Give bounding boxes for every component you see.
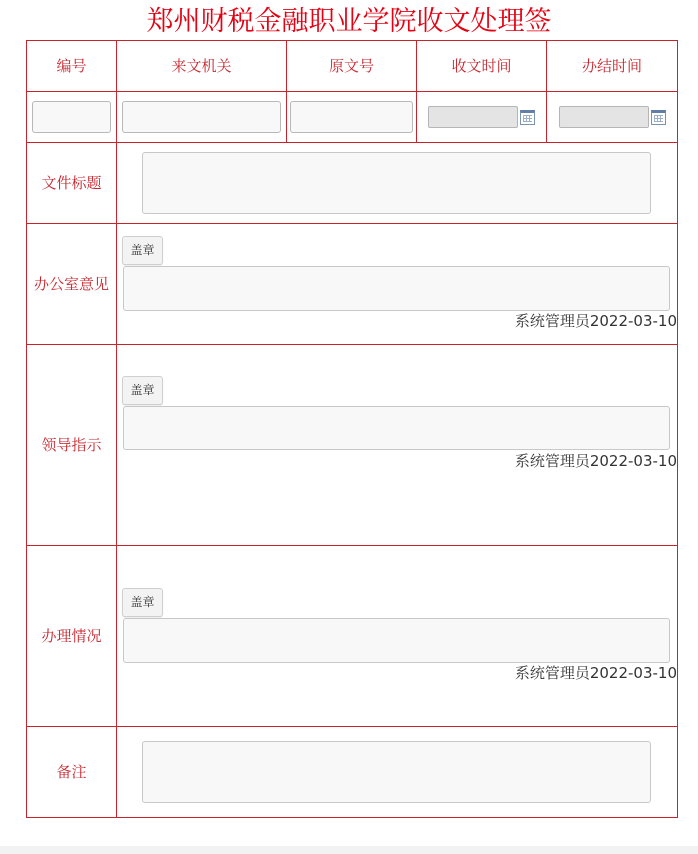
receipt-form-table (26, 40, 678, 818)
leader-instruction-signature: 系统管理员2022-03-10 (514, 452, 677, 470)
leader-instruction-label: 领导指示 (27, 345, 117, 546)
input-row (27, 92, 678, 143)
office-opinion-row (27, 224, 678, 345)
issuer-input[interactable] (122, 101, 281, 133)
page-bottom-bar (0, 846, 698, 854)
header-original-no: 原文号 (287, 41, 417, 92)
leader-instruction-textarea[interactable] (123, 406, 670, 450)
header-receive-time: 收文时间 (417, 41, 547, 92)
remarks-textarea[interactable] (142, 741, 651, 803)
calendar-icon[interactable] (651, 110, 666, 125)
doc-title-textarea[interactable] (142, 152, 651, 214)
handling-status-signature: 系统管理员2022-03-10 (514, 664, 677, 682)
office-opinion-label: 办公室意见 (27, 224, 117, 345)
doc-title-row (27, 143, 678, 224)
receive-time-input[interactable] (428, 106, 518, 128)
handling-status-row (27, 546, 678, 727)
calendar-icon[interactable] (520, 110, 535, 125)
handling-status-label: 办理情况 (27, 546, 117, 727)
header-number: 编号 (27, 41, 117, 92)
original-no-input[interactable] (290, 101, 413, 133)
leader-instruction-row (27, 345, 678, 546)
remarks-row (27, 727, 678, 818)
handling-stamp-button[interactable]: 盖章 (122, 588, 163, 617)
page-title: 郑州财税金融职业学院收文处理签 (146, 6, 552, 37)
leader-stamp-button[interactable]: 盖章 (122, 376, 163, 405)
finish-time-picker (547, 106, 677, 128)
office-opinion-signature: 系统管理员2022-03-10 (514, 312, 677, 330)
header-finish-time: 办结时间 (547, 41, 678, 92)
office-opinion-textarea[interactable] (123, 266, 670, 311)
header-row (27, 41, 678, 92)
number-input[interactable] (32, 101, 111, 133)
receive-time-picker (417, 106, 546, 128)
office-stamp-button[interactable]: 盖章 (122, 236, 163, 265)
finish-time-input[interactable] (559, 106, 649, 128)
handling-status-textarea[interactable] (123, 618, 670, 663)
doc-title-label: 文件标题 (27, 143, 117, 224)
header-issuer: 来文机关 (117, 41, 287, 92)
remarks-label: 备注 (27, 727, 117, 818)
